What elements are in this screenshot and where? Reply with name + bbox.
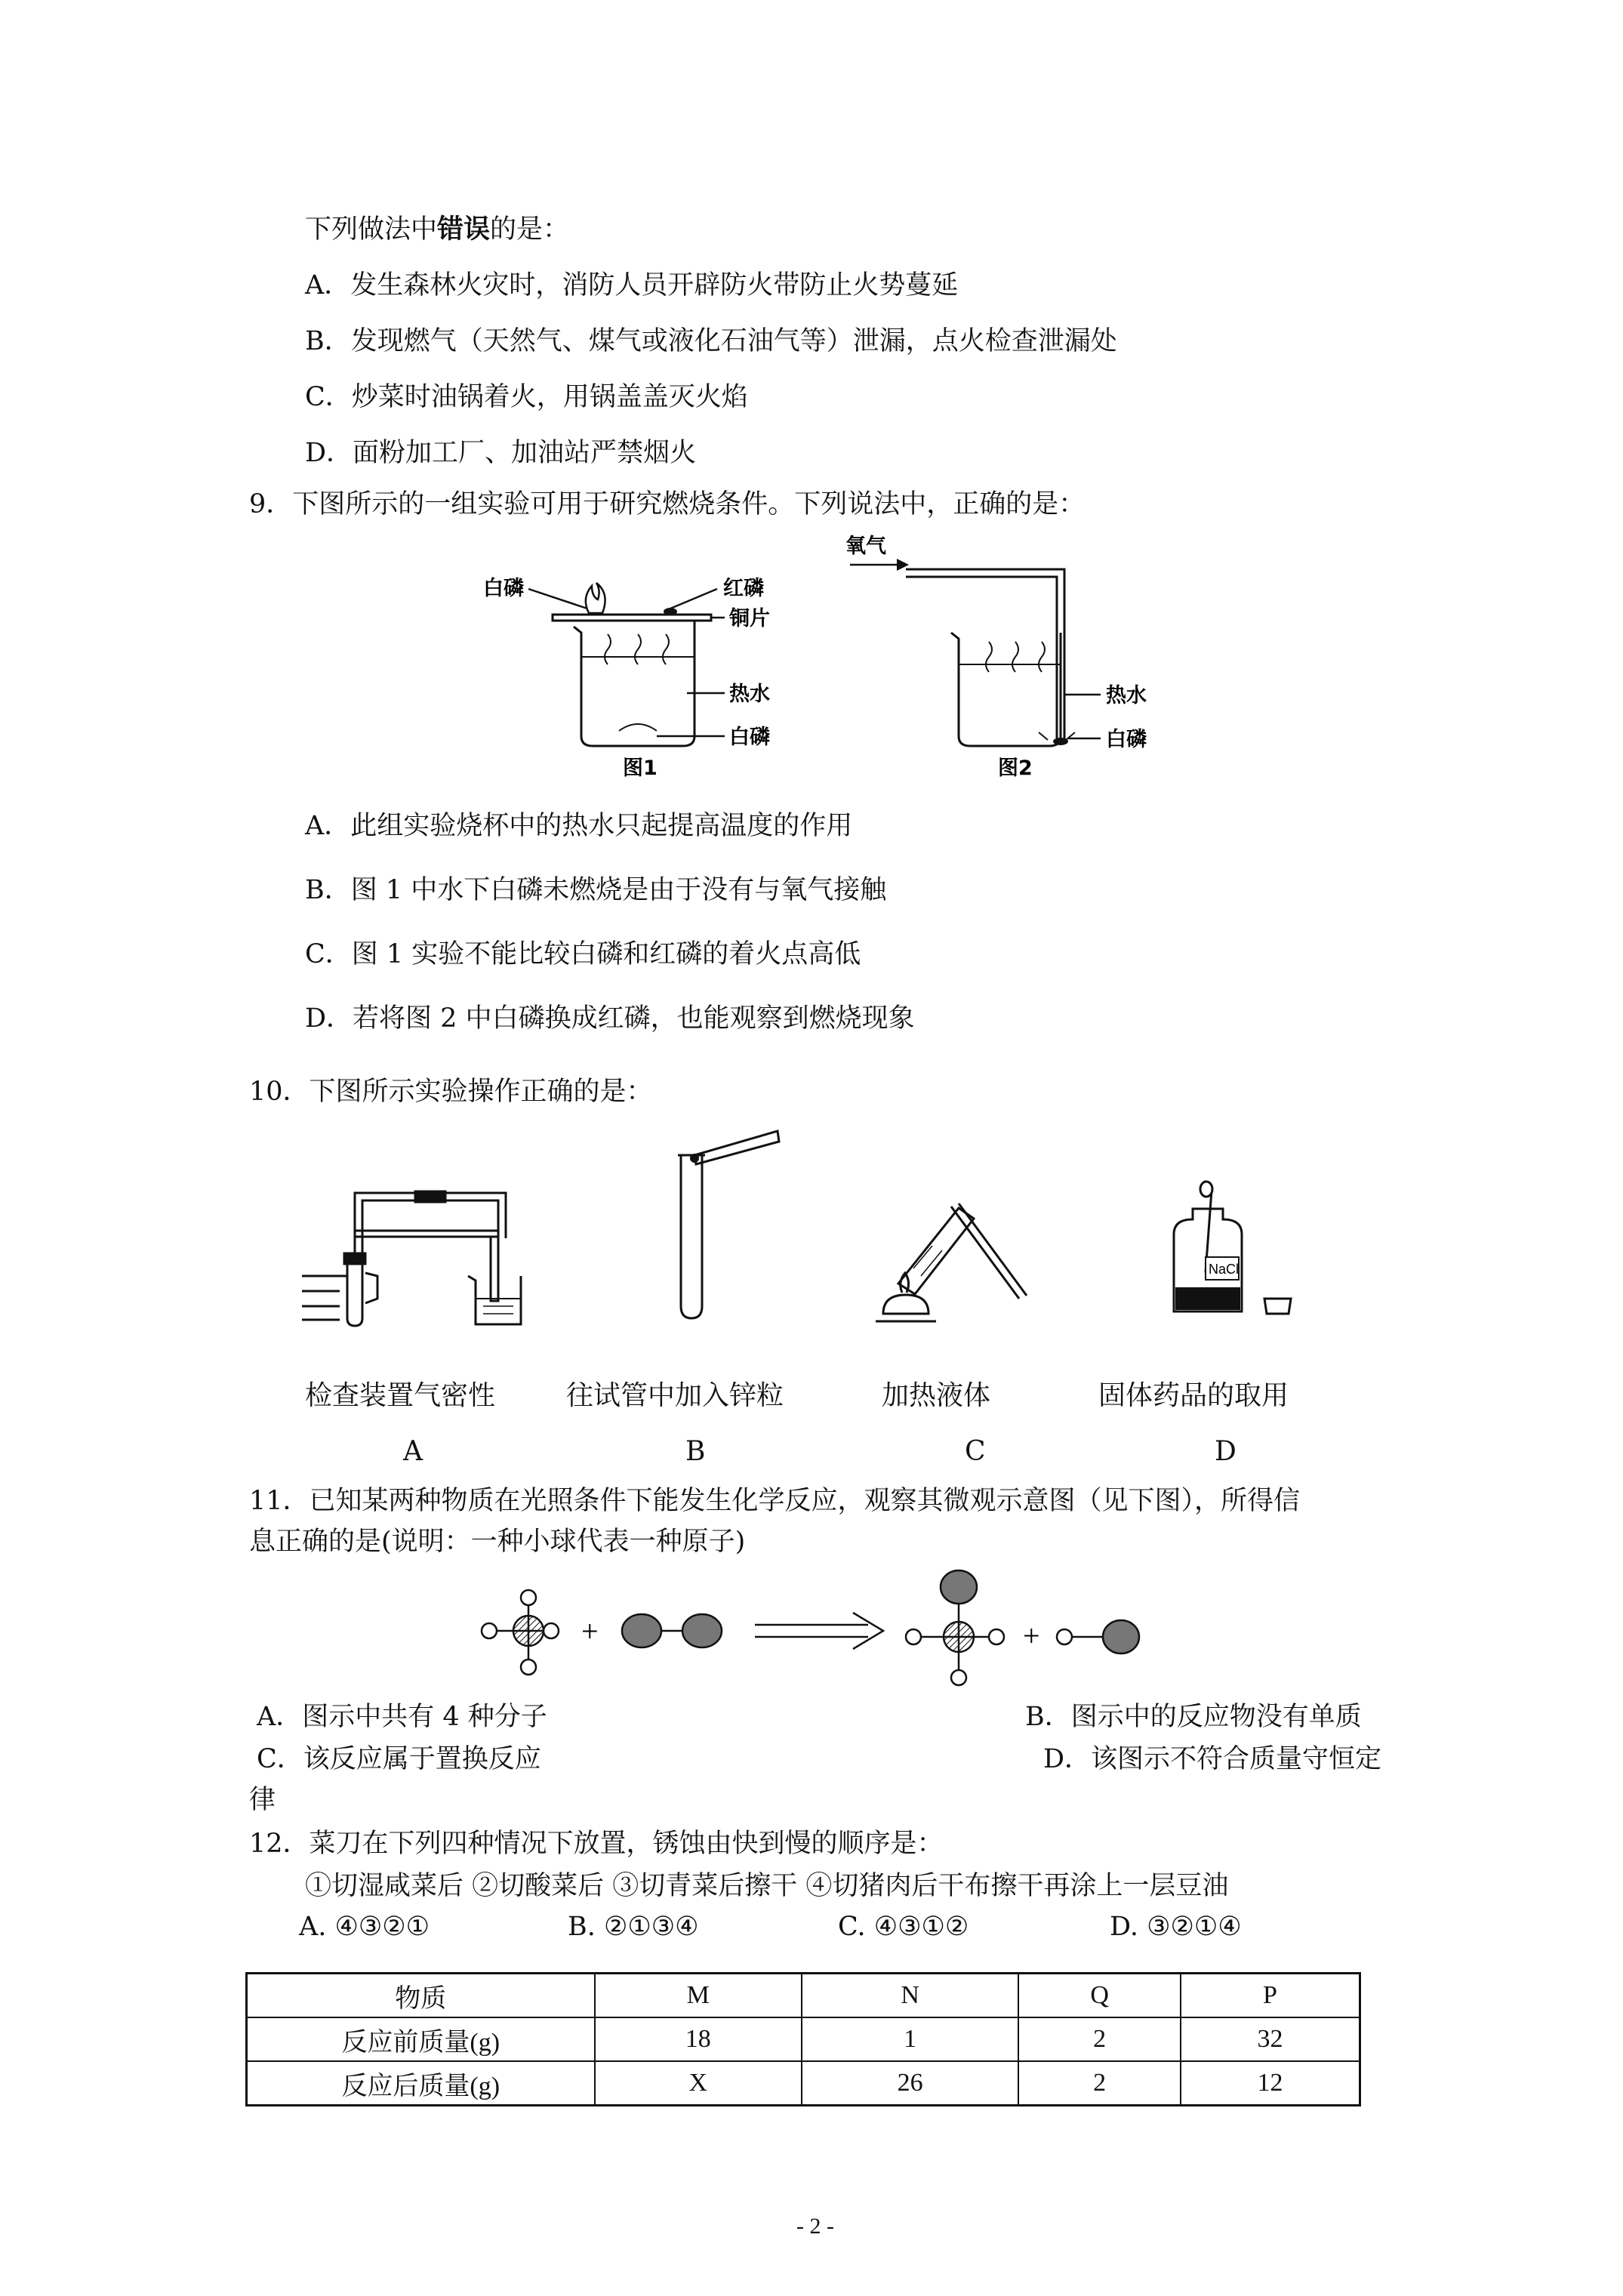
q9-combustion-figure xyxy=(468,535,1193,780)
product-molecule-2 xyxy=(1057,1620,1139,1653)
q11-stem-line2: 息正确的是(说明：一种小球代表一种原子) xyxy=(249,1527,746,1557)
red-phosphorus xyxy=(664,608,677,615)
q11-option-d-continued: 律 xyxy=(249,1785,276,1815)
q10-letter-b: B xyxy=(685,1436,706,1467)
plus-sign-2: + xyxy=(1023,1619,1040,1653)
table-header-cell: Q xyxy=(1018,1974,1181,2018)
table-cell: 32 xyxy=(1181,2017,1360,2061)
q9-option-b: B．图 1 中水下白磷未燃烧是由于没有与氧气接触 xyxy=(305,875,887,905)
q10-figure-a-tube-top xyxy=(340,1178,521,1238)
q12-option-a: A. ④③②① xyxy=(299,1912,430,1942)
q11-molecule-diagram xyxy=(476,1570,1155,1691)
q10-figure-a-airtightness xyxy=(302,1231,544,1329)
fig1-label-red-p: 红磷 xyxy=(723,577,764,600)
fig1-label-copper: 铜片 xyxy=(729,607,770,630)
table-cell: 2 xyxy=(1018,2017,1181,2061)
q9-option-c: C．图 1 实验不能比较白磷和红磷的着火点高低 xyxy=(305,939,861,969)
zinc-granule xyxy=(690,1154,699,1163)
table-row xyxy=(247,2061,1360,2106)
table-cell: 18 xyxy=(595,2017,802,2061)
table-header-cell: N xyxy=(802,1974,1018,2018)
table-header-cell: P xyxy=(1181,1974,1360,2018)
table-cell: 反应后质量(g) xyxy=(247,2061,595,2106)
reactant-molecule-1 xyxy=(482,1590,559,1675)
q9-option-d: D．若将图 2 中白磷换成红磷，也能观察到燃烧现象 xyxy=(305,1003,915,1034)
q12-option-c: C. ④③①② xyxy=(838,1912,969,1942)
reactant-molecule-2 xyxy=(622,1614,722,1647)
q12-conditions: ①切湿咸菜后 ②切酸菜后 ③切青菜后擦干 ④切猪肉后干布擦干再涂上一层豆油 xyxy=(305,1871,1229,1901)
fig1-label-white-p-bottom: 白磷 xyxy=(729,726,770,749)
fig1-label-hot-water: 热水 xyxy=(729,683,770,706)
q8-prompt-prefix: 下列做法中 xyxy=(305,214,438,245)
table-cell: 12 xyxy=(1181,2061,1360,2106)
underwater-white-phosphorus xyxy=(1053,738,1068,745)
table-cell: 反应前质量(g) xyxy=(247,2017,595,2061)
fig2-label-oxygen: 氧气 xyxy=(845,535,886,558)
q11-option-c: C．该反应属于置换反应 xyxy=(257,1744,541,1774)
table-cell: 26 xyxy=(802,2061,1018,2106)
fig2-label-hot-water: 热水 xyxy=(1106,684,1147,707)
fig1-caption: 图1 xyxy=(623,757,658,780)
fig2-caption: 图2 xyxy=(998,757,1033,780)
q10-letter-d: D xyxy=(1215,1436,1236,1467)
q12-option-b: B. ②①③④ xyxy=(568,1912,699,1942)
table-cell: X xyxy=(595,2061,802,2106)
q8-option-a: A．发生森林火灾时，消防人员开辟防火带防止火势蔓延 xyxy=(305,270,959,300)
table-cell: 2 xyxy=(1018,2061,1181,2106)
table-header-cell: M xyxy=(595,1974,802,2018)
q10-stem: 10．下图所示实验操作正确的是： xyxy=(249,1077,653,1107)
q9-stem: 9．下图所示的一组实验可用于研究燃烧条件。下列说法中，正确的是： xyxy=(249,489,1086,519)
table-header-row xyxy=(247,1974,1360,2018)
fig2-label-white-p: 白磷 xyxy=(1106,728,1147,751)
table-header-cell: 物质 xyxy=(247,1974,595,2018)
q10-caption-b: 往试管中加入锌粒 xyxy=(566,1380,784,1411)
copper-plate xyxy=(553,615,711,621)
q10-letter-a: A xyxy=(403,1436,423,1467)
q10-caption-a: 检查装置气密性 xyxy=(305,1380,496,1411)
table-cell: 1 xyxy=(802,2017,1018,2061)
table-row xyxy=(247,2017,1360,2061)
q8-prompt xyxy=(305,213,569,246)
fig2-beaker xyxy=(906,569,1075,746)
q10-figure-d-solid-reagent xyxy=(1159,1182,1295,1318)
nacl-label: NaCl xyxy=(1209,1262,1240,1277)
page-number: - 2 - xyxy=(796,2214,834,2239)
q8-option-d: D．面粉加工厂、加油站严禁烟火 xyxy=(305,438,697,468)
flame-icon xyxy=(586,583,605,613)
q10-caption-d: 固体药品的取用 xyxy=(1098,1380,1289,1411)
q11-option-a: A．图示中共有 4 种分子 xyxy=(257,1702,547,1732)
plus-sign-1: + xyxy=(581,1614,599,1648)
fig1-label-white-p-top: 白磷 xyxy=(483,577,524,600)
q11-option-d: D．该图示不符合质量守恒定 xyxy=(1043,1744,1382,1774)
fig1-beaker xyxy=(574,619,694,746)
q10-figure-b-add-zinc xyxy=(649,1125,785,1321)
q12-option-d: D. ③②①④ xyxy=(1110,1912,1242,1942)
reaction-arrow-icon xyxy=(755,1613,883,1649)
q10-caption-c: 加热液体 xyxy=(882,1380,991,1411)
q10-figure-c-heat-liquid xyxy=(861,1200,1034,1329)
q12-stem: 12．菜刀在下列四种情况下放置，锈蚀由快到慢的顺序是： xyxy=(249,1829,944,1859)
mass-data-table xyxy=(245,1972,1361,2106)
q10-letter-c: C xyxy=(965,1436,986,1467)
q11-option-b: B．图示中的反应物没有单质 xyxy=(1025,1702,1362,1732)
product-molecule-1 xyxy=(906,1570,1004,1685)
q8-prompt-emphasis: 错误 xyxy=(437,214,491,245)
q8-prompt-suffix: 的是： xyxy=(490,214,570,245)
q8-option-b: B．发现燃气（天然气、煤气或液化石油气等）泄漏，点火检查泄漏处 xyxy=(305,326,1117,356)
q9-option-a: A．此组实验烧杯中的热水只起提高温度的作用 xyxy=(305,811,853,841)
q11-stem-line1: 11．已知某两种物质在光照条件下能发生化学反应，观察其微观示意图（见下图），所得信 xyxy=(249,1486,1301,1516)
q8-option-c: C．炒菜时油锅着火，用锅盖盖灭火焰 xyxy=(305,382,748,412)
